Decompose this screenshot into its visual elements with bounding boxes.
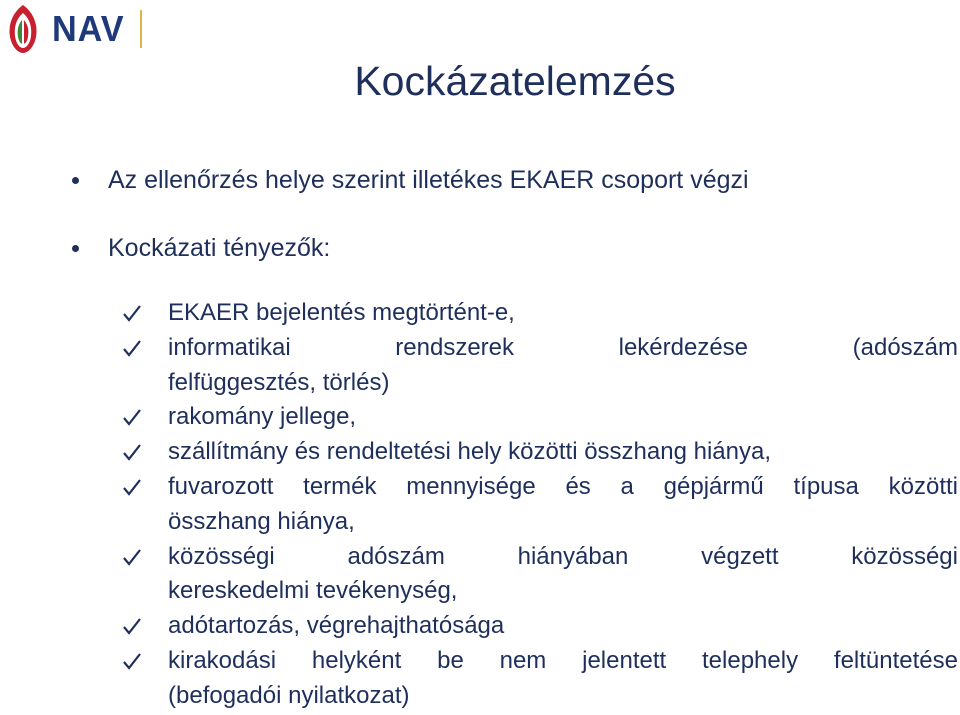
risk-factor-text: fuvarozott termék mennyisége és a gépjármű típusa közötti xyxy=(168,472,958,500)
check-icon xyxy=(122,443,142,461)
risk-factor-text: összhang hiánya, xyxy=(168,507,355,535)
bullet-list xyxy=(72,164,932,264)
risk-factor-text: (befogadói nyilatkozat) xyxy=(168,681,410,709)
risk-factor-item xyxy=(118,331,958,401)
risk-factor-text: adótartozás, végrehajthatósága xyxy=(168,612,505,640)
nav-emblem-icon xyxy=(4,3,42,55)
risk-factor-text: EKAER bejelentés megtörtént-e, xyxy=(168,299,515,326)
risk-factor-text: kereskedelmi tevékenység, xyxy=(168,577,458,605)
check-icon xyxy=(122,652,142,670)
risk-factor-list xyxy=(118,296,958,714)
risk-factor-text: rakomány jellege, xyxy=(168,403,357,431)
check-icon xyxy=(122,304,142,322)
risk-factor-item xyxy=(118,470,958,540)
risk-factor-text: felfüggesztés, törlés) xyxy=(168,368,390,396)
risk-factor-text: szállítmány és rendeltetési hely közötti összhang hiánya, xyxy=(168,438,771,466)
bullet-text: Az ellenőrzés helye szerint illetékes EKAER csoport végzi xyxy=(108,166,749,194)
risk-factor-item xyxy=(118,609,958,644)
bullet-item xyxy=(72,232,932,264)
check-icon xyxy=(122,339,142,357)
bullet-dot-icon xyxy=(72,245,79,252)
risk-factor-item xyxy=(118,400,958,435)
bullet-text: Kockázati tényezők: xyxy=(108,234,331,262)
risk-factor-item xyxy=(118,435,958,470)
logo-divider xyxy=(140,10,142,48)
check-icon xyxy=(122,478,142,496)
nav-logo xyxy=(4,0,142,58)
bullet-item xyxy=(72,164,932,196)
risk-factor-item xyxy=(118,540,958,610)
risk-factor-item xyxy=(118,296,958,331)
risk-factor-text: közösségi adószám hiányában végzett közösségi xyxy=(168,542,958,570)
risk-factor-text: informatikai rendszerek lekérdezése (adószám xyxy=(168,333,958,361)
bullet-dot-icon xyxy=(72,177,79,184)
logo-text: NAV xyxy=(52,8,125,49)
risk-factor-text: kirakodási helyként be nem jelentett telephely feltüntetése xyxy=(168,646,958,674)
slide-title: Kockázatelemzés xyxy=(354,58,676,104)
check-icon xyxy=(122,617,142,635)
check-icon xyxy=(122,548,142,566)
check-icon xyxy=(122,408,142,426)
risk-factor-item xyxy=(118,644,958,714)
